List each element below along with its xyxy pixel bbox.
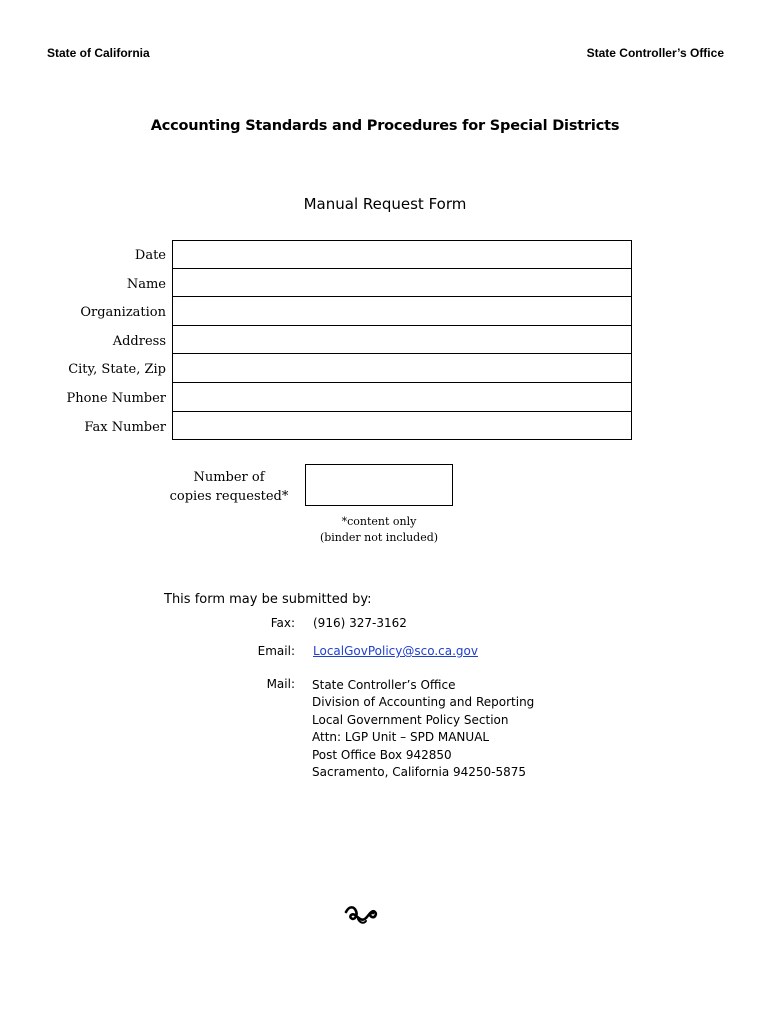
form-row-date xyxy=(60,240,632,269)
fax-label: Fax: xyxy=(270,616,295,630)
organization-field[interactable] xyxy=(172,297,632,326)
city-state-zip-field[interactable] xyxy=(172,354,632,383)
email-link[interactable]: LocalGovPolicy@sco.ca.gov xyxy=(313,644,478,658)
phone-number-field[interactable] xyxy=(172,383,632,412)
mail-address-line: Sacramento, California 94250-5875 xyxy=(312,765,527,780)
fax-number-label: Fax Number xyxy=(84,419,166,435)
date-label: Date xyxy=(134,248,166,263)
fax-value: (916) 327-3162 xyxy=(313,616,407,630)
mail-label: Mail: xyxy=(266,677,295,691)
form-row-phone xyxy=(60,383,632,412)
copies-requested-label xyxy=(160,468,298,506)
header-state: State of California xyxy=(47,46,150,60)
city-state-zip-label: City, State, Zip xyxy=(68,362,166,378)
request-form-fields xyxy=(60,240,632,440)
name-field[interactable] xyxy=(172,269,632,298)
mail-address-line: Local Government Policy Section xyxy=(312,712,509,727)
decorative-flourish-icon xyxy=(344,903,378,927)
date-field[interactable] xyxy=(172,240,632,269)
form-row-address xyxy=(60,326,632,355)
mail-address-line: Attn: LGP Unit – SPD MANUAL xyxy=(312,730,490,745)
submission-intro: This form may be submitted by: xyxy=(164,592,372,607)
name-label: Name xyxy=(126,276,166,292)
form-title: Manual Request Form xyxy=(303,195,467,213)
header-office: State Controller’s Office xyxy=(586,46,724,60)
copies-note xyxy=(300,514,458,546)
address-field[interactable] xyxy=(172,326,632,355)
copies-note-line1: *content only xyxy=(341,515,417,528)
copies-label-line1: Number of xyxy=(193,470,265,485)
phone-number-label: Phone Number xyxy=(66,390,166,406)
copies-label-line2: copies requested* xyxy=(169,489,289,504)
form-row-fax xyxy=(60,412,632,441)
organization-label: Organization xyxy=(80,305,166,321)
fax-number-field[interactable] xyxy=(172,412,632,441)
copies-note-line2: (binder not included) xyxy=(319,531,439,544)
copies-requested-field[interactable] xyxy=(305,464,453,506)
form-row-city-state-zip xyxy=(60,354,632,383)
mail-address-line: Division of Accounting and Reporting xyxy=(312,695,535,710)
form-row-organization xyxy=(60,297,632,326)
form-row-name xyxy=(60,269,632,298)
email-label: Email: xyxy=(257,644,295,658)
mail-address xyxy=(312,677,534,781)
mail-address-line: State Controller’s Office xyxy=(312,678,456,692)
address-label: Address xyxy=(112,333,166,349)
mail-address-line: Post Office Box 942850 xyxy=(312,747,452,762)
document-title: Accounting Standards and Procedures for Special Districts xyxy=(150,118,620,134)
